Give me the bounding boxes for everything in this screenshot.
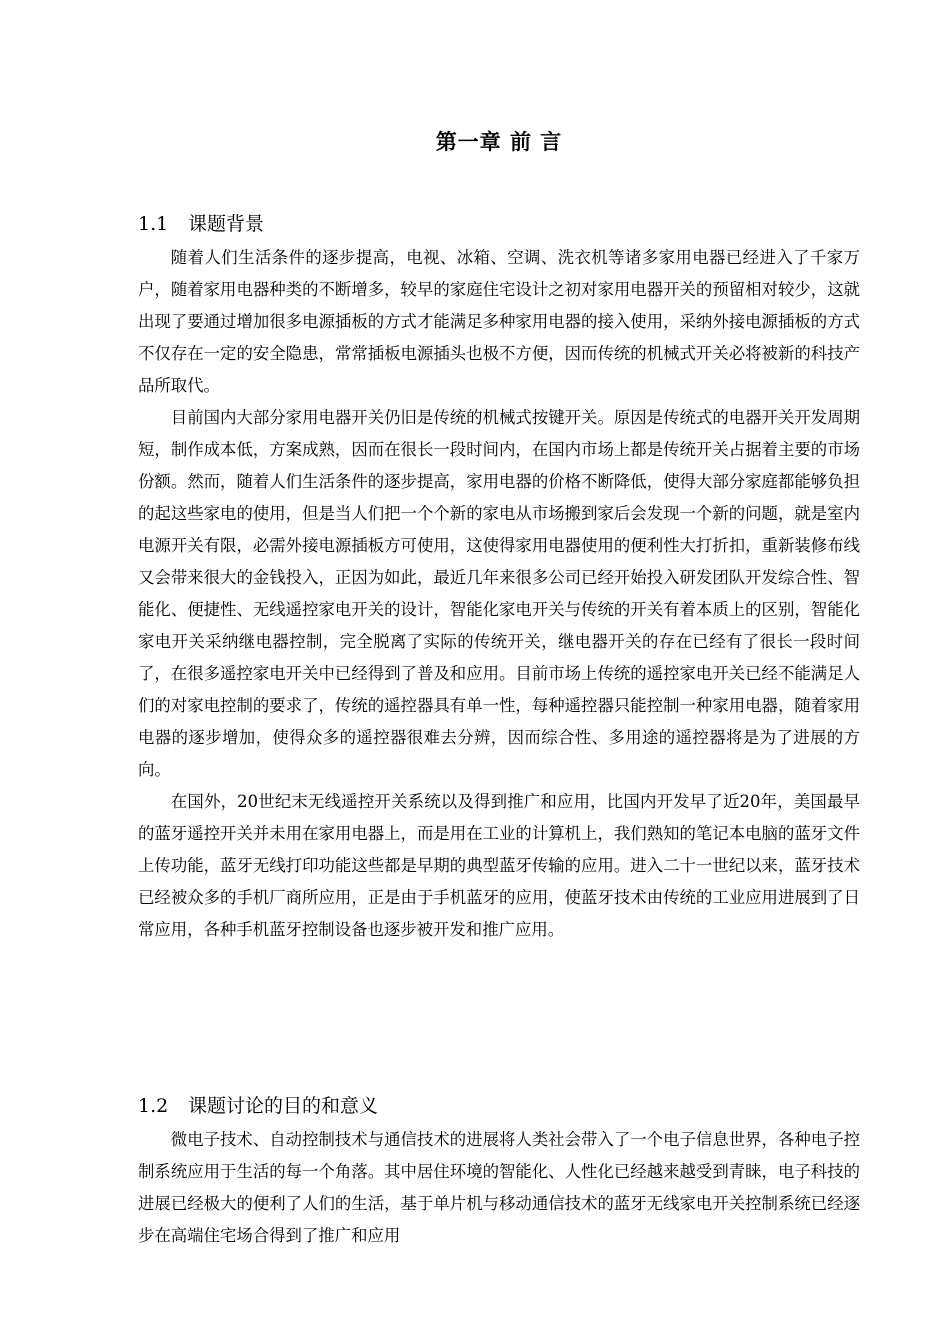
paragraph: 微电子技术、自动控制技术与通信技术的进展将人类社会带入了一个电子信息世界，各种电子控制系统应用于生活的每一个角落。其中居住环境的智能化、人性化已经越来越受到青睐，电子科技的进展已经极大的便利了人们的生活，基于单片机与移动通信技术的蓝牙无线家电开关控制系统已经逐步在高端住宅场合得到了推广和应用 [138,1130,860,1245]
section-title: 课题背景 [188,213,265,235]
section-heading [138,208,860,240]
paragraph: 随着人们生活条件的逐步提高，电视、冰箱、空调、洗衣机等诸多家用电器已经进入了千家万户，随着家用电器种类的不断增多，较早的家庭住宅设计之初对家用电器开关的预留相对较少，这就出现了要通过增加很多电源插板的方式才能满足多种家用电器的接入使用，采纳外接电源插板的方式不仅存在一定的安全隐患，常常插板电源插头也极不方便，因而传统的机械式开关必将被新的科技产品所取代。 [138,248,860,395]
section-title: 课题讨论的目的和意义 [188,1095,379,1117]
section-number: 1.2 [138,1095,169,1117]
chapter-title: 第一章 前 言 [435,130,563,154]
section-background [138,208,860,946]
paragraph: 在国外，20世纪末无线遥控开关系统以及得到推广和应用，比国内开发早了近20年，美国最早的蓝牙遥控开关并未用在家用电器上，而是用在工业的计算机上，我们熟知的笔记本电脑的蓝牙文件上传功能，蓝牙无线打印功能这些都是早期的典型蓝牙传输的应用。进入二十一世纪以来，蓝牙技术已经被众多的手机厂商所应用，正是由于手机蓝牙的应用，使蓝牙技术由传统的工业应用进展到了日常应用，各种手机蓝牙控制设备也逐步被开发和推广应用。 [138,792,860,939]
paragraph: 目前国内大部分家用电器开关仍旧是传统的机械式按键开关。原因是传统式的电器开关开发周期短，制作成本低，方案成熟，因而在很长一段时间内，在国内市场上都是传统开关占据着主要的市场份额。然而，随着人们生活条件的逐步提高，家用电器的价格不断降低，使得大部分家庭都能够负担的起这些家电的使用，但是当人们把一个个新的家电从市场搬到家后会发现一个新的问题，就是室内电源开关有限，必需外接电源插板方可使用，这使得家用电器使用的便利性大打折扣，重新装修布线又会带来很大的金钱投入，正因为如此，最近几年来很多公司已经开始投入研发团队开发综合性、智能化、便捷性、无线遥控家电开关的设计，智能化家电开关与传统的开关有着本质上的区别，智能化家电开关采纳继电器控制，完全脱离了实际的传统开关，继电器开关的存在已经有了很长一段时间了，在很多遥控家电开关中已经得到了普及和应用。目前市场上传统的遥控家电开关已经不能满足人们的对家电控制的要求了，传统的遥控器具有单一性，每种遥控器只能控制一种家用电器，随着家用电器的逐步增加，使得众多的遥控器很难去分辨，因而综合性、多用途的遥控器将是为了进展的方向。 [138,408,860,779]
section-number: 1.1 [138,213,169,235]
section-purpose [138,1090,860,1252]
section-heading [138,1090,860,1122]
